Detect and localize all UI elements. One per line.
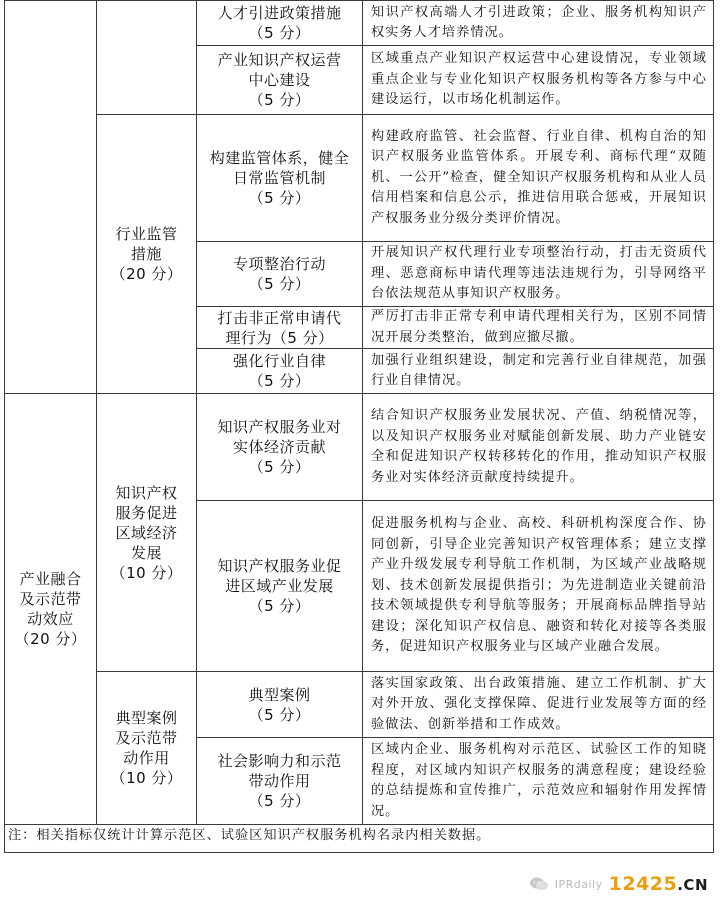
desc-text: 结合知识产权服务业发展状况、产值、纳税情况等，以及知识产权服务业对赋能创新发展、助力产业链安全和促进知识产权转移转化的作用，推动知识产权服务业对实体经济贡献度持续提升。: [371, 408, 707, 485]
indicator-label: 人才引进政策措施 （5 分）: [217, 4, 342, 42]
indicator-abnormal-application: [197, 307, 362, 348]
indicator-social-influence-desc: [363, 738, 713, 824]
indicator-abnormal-application-desc: [363, 307, 713, 348]
indicator-special-action-desc: [363, 242, 713, 306]
indicator-label: 知识产权服务业促 进区域产业发展 （5 分）: [217, 557, 342, 615]
indicator-supervision-system-desc: [363, 115, 713, 241]
group-label: 行业监管 措施 （20 分）: [110, 225, 183, 283]
desc-text: 区域重点产业知识产权运营中心建设情况，专业领域重点企业与专业化知识产权服务机构等各方参与中心建设运行，以市场化机制运作。: [371, 51, 707, 108]
indicator-typical-cases-desc: [363, 672, 713, 737]
table-rule: [4, 824, 714, 825]
desc-text: 知识产权高端人才引进政策；企业、服务机构知识产权实务人才培养情况。: [371, 4, 707, 40]
table-rule: [713, 0, 714, 853]
desc-text: 构建政府监管、社会监督、行业自律、机构自治的知识产权服务业监管体系。开展专利、商标代理“双随机、一公开”检查，健全知识产权服务机构和从业人员信用档案和信息公示，推进信用联合惩戒，开展知识产权服务业分级分类评价情况。: [371, 128, 707, 226]
indicator-label: 典型案例 （5 分）: [248, 685, 311, 724]
section-industry-integration: [5, 394, 96, 824]
indicator-talent-policy: [197, 1, 362, 45]
desc-text: 加强行业组织建设，制定和完善行业自律规范，加强行业自律情况。: [371, 352, 707, 388]
table-note: 注：相关指标仅统计计算示范区、试验区知识产权服务机构名录内相关数据。: [8, 828, 491, 843]
indicator-label: 打击非正常申请代 理行为（5 分）: [217, 308, 342, 347]
indicator-typical-cases: [197, 672, 362, 737]
indicator-economy-contribution: [197, 394, 362, 500]
indicator-talent-policy-desc: [363, 1, 713, 45]
indicator-label: 构建监管体系，健全 日常监管机制 （5 分）: [209, 149, 350, 207]
desc-text: 区域内企业、服务机构对示范区、试验区工作的知晓程度，对区域内知识产权服务的满意程度；建设经验的总结提炼和宣传推广，示范效应和辐射作用发挥情况。: [371, 742, 707, 819]
indicator-label: 社会影响力和示范 带动作用 （5 分）: [217, 752, 342, 810]
section-label: 产业融合 及示范带 动效应 （20 分）: [14, 570, 87, 648]
group-regional-economy: [97, 394, 196, 671]
indicator-label: 产业知识产权运营 中心建设 （5 分）: [217, 51, 342, 109]
indicator-supervision-system: [197, 115, 362, 241]
indicator-regional-industry-desc: [363, 501, 713, 671]
desc-text: 严厉打击非正常专利申请代理相关行为，区别不同情况开展分类整治，做到应撤尽撤。: [371, 309, 707, 345]
table-rule: [4, 852, 714, 853]
group-supervision: [97, 115, 196, 393]
site-number: 12425: [608, 873, 678, 895]
group-label: 典型案例 及示范带 动作用 （10 分）: [110, 709, 183, 787]
site-watermark: [529, 873, 708, 895]
site-logo-text: [609, 873, 708, 895]
indicator-label: 强化行业自律 （5 分）: [232, 352, 326, 390]
indicator-economy-contribution-desc: [363, 394, 713, 500]
indicator-regional-industry: [197, 501, 362, 671]
watermark-faint-text: IPRdaily: [554, 877, 603, 891]
indicator-social-influence: [197, 738, 362, 824]
group-typical-cases: [97, 672, 196, 824]
indicator-self-regulation-desc: [363, 349, 713, 393]
indicator-label: 专项整治行动 （5 分）: [232, 255, 326, 293]
wechat-icon: [529, 876, 549, 892]
desc-text: 落实国家政策、出台政策措施、建立工作机制、扩大对外开放、强化支撑保障、促进行业发展等方面的经验做法、创新举措和工作成效。: [371, 675, 707, 732]
desc-text: 开展知识产权代理行业专项整治行动，打击无资质代理、恶意商标申请代理等违法违规行为，引导网络平台依法规范从事知识产权服务。: [371, 245, 707, 302]
group-label: 知识产权 服务促进 区域经济 发展 （10 分）: [110, 483, 183, 582]
indicator-self-regulation: [197, 349, 362, 393]
indicator-operation-center-desc: [363, 46, 713, 114]
indicator-label: 知识产权服务业对 实体经济贡献 （5 分）: [217, 418, 342, 476]
desc-text: 促进服务机构与企业、高校、科研机构深度合作、协同创新，引导企业完善知识产权管理体系；建立支撑产业升级发展专利导航工作机制，为区域产业战略规划、技术创新发展提供指引；为先进制造业关键前沿技术领域提供专利导航等服务；开展商标品牌指导站建设；深化知识产权信息、融资和转化对接等各类服务，促进知识产权服务业与区域产业融合发展。: [371, 516, 707, 655]
indicator-operation-center: [197, 46, 362, 114]
indicator-special-action: [197, 242, 362, 306]
site-domain: .CN: [677, 876, 708, 894]
